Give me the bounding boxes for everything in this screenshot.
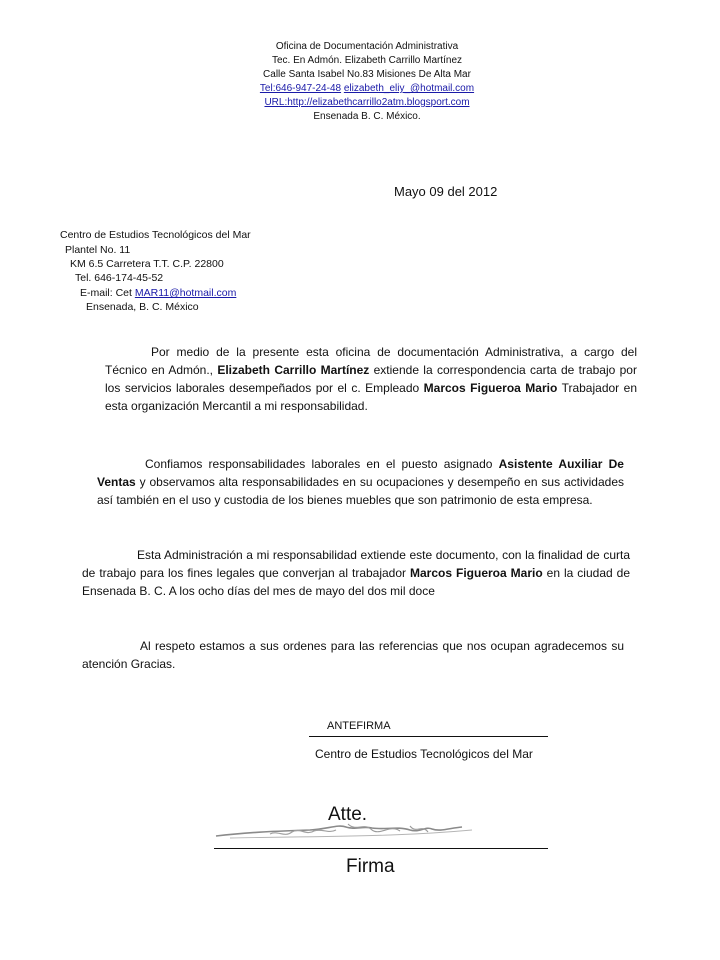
header-city: Ensenada B. C. México. [313,111,421,122]
p3-text-2: en la ciudad de Ensenada B. C. A los ocho días del mes de mayo del dos mil doce [82,566,630,598]
signature-firma: Firma [346,856,395,877]
signature-line [214,848,548,849]
body-paragraph-3 [82,546,630,600]
recipient-plantel: Plantel No. 11 [65,244,131,256]
p1-bold-employee: Marcos Figueroa Mario [423,381,558,395]
header-tel-link[interactable]: Tel:646-947-24-48 [259,83,342,94]
p2-text-2: y observamos alta responsabilidades en su ocupaciones y desempeño en sus actividades así también en el uso y custodia de los bienes muebles que son patrimonio de esta empresa. [97,475,624,507]
p1-text-1: Por medio de la presente esta oficina de documentación Administrativa, a cargo del Técnico en Admón., [105,345,637,377]
antefirma-label: ANTEFIRMA [327,720,391,732]
antefirma-line [309,736,548,737]
body-paragraph-2 [97,455,624,509]
p2-bold-position: Asistente Auxiliar De Ventas [97,457,624,489]
p1-bold-name: Elizabeth Carrillo Martínez [217,363,370,377]
recipient-km: KM 6.5 Carretera T.T. C.P. 22800 [70,258,224,270]
recipient-email-link[interactable]: MAR11@hotmail.com [134,287,237,299]
antefirma-org: Centro de Estudios Tecnológicos del Mar [315,747,533,761]
recipient-email-label: E-mail: Cet [80,287,132,299]
letter-date: Mayo 09 del 2012 [394,184,498,199]
header-address: Calle Santa Isabel No.83 Misiones De Alta Mar [263,69,471,80]
p3-text-1: Esta Administración a mi responsabilidad extiende este documento, con la finalidad de curta de trabajo para los fines legales que converjan al trabajador [82,548,630,580]
recipient-email [80,286,236,301]
p4-text-1: Al respeto estamos a sus ordenes para las referencias que nos ocupan agradecemos su atención Gracias. [82,639,624,671]
body-paragraph-4 [82,637,624,673]
header-contact [0,82,720,96]
recipient-city: Ensenada, B. C. México [86,301,199,313]
header-name: Tec. En Admón. Elizabeth Carrillo Martínez [271,55,463,66]
header-url-link[interactable]: URL:http://elizabethcarrillo2atm.blogsport.com [264,97,470,108]
p2-text-1: Confiamos responsabilidades laborales en el puesto asignado [145,457,499,471]
p3-bold-employee: Marcos Figueroa Mario [410,566,543,580]
handwritten-signature-icon [210,818,480,848]
p1-text-3: Trabajador en esta organización Mercantil a mi responsabilidad. [105,381,637,413]
recipient-name: Centro de Estudios Tecnológicos del Mar [60,229,251,241]
header-email-link[interactable]: elizabeth_eliy_@hotmail.com [343,83,475,94]
body-paragraph-1 [105,343,637,415]
recipient-tel: Tel. 646-174-45-52 [75,272,164,284]
letterhead [0,40,720,124]
signature-atte: Atte. [328,804,368,825]
p1-text-2: extiende la correspondencia carta de trabajo por los servicios laborales desempeñados por el c. Empleado [105,363,637,395]
header-office: Oficina de Documentación Administrativa [275,41,459,52]
